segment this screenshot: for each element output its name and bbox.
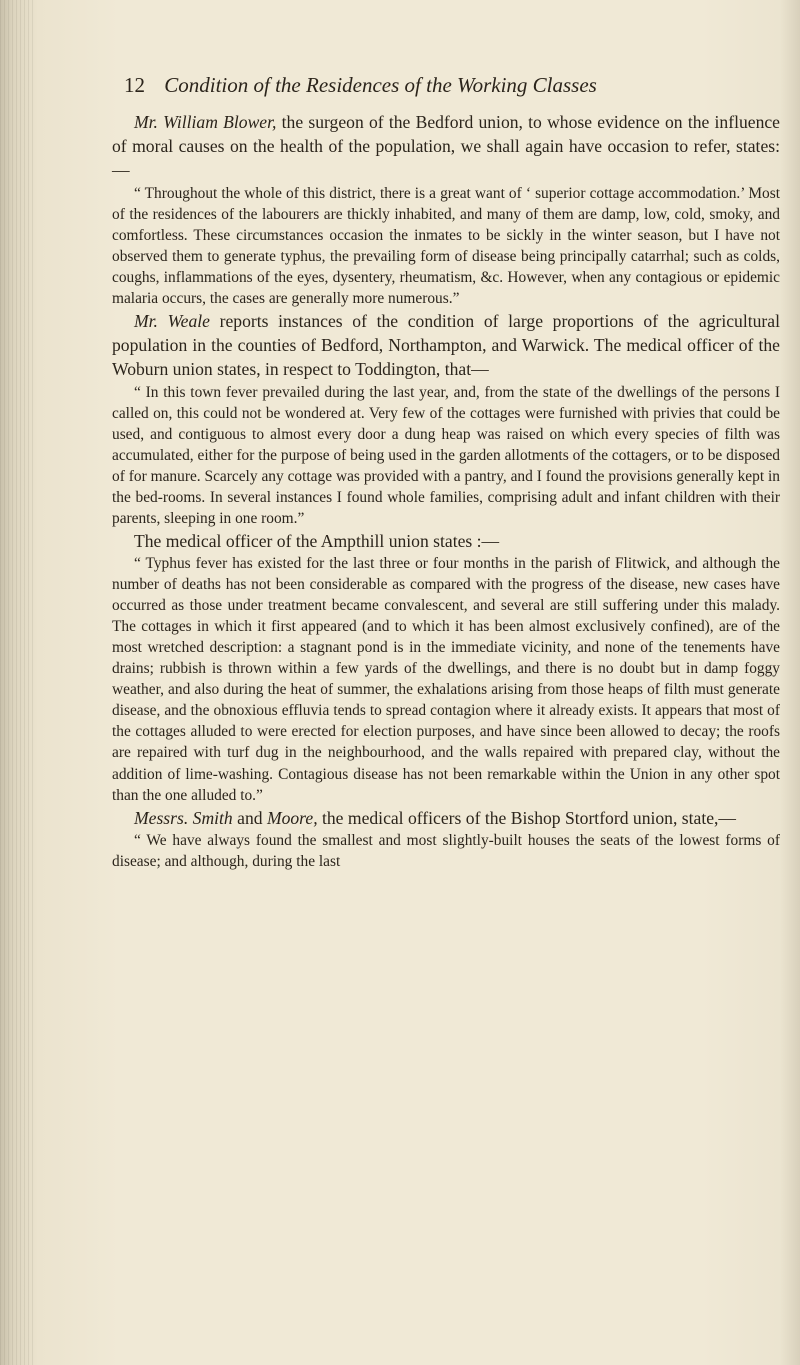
paragraph-weale (112, 309, 780, 382)
witness-name: Moore, (266, 807, 318, 828)
running-title: Condition of the Residences of the Working Classes (164, 73, 597, 97)
quote-bedford-district: “ Throughout the whole of this district, there is a great want of ‘ superior cottage accommodation.’ Most of the residences of the labourers are thickly inhabited, and many of them are damp, low, cold, smoky, and comfortless. These circumstances occasion the inmates to be sickly in the winter season, but I have not observed them to generate typhus, the prevailing form of disease being principally catarrhal; such as colds, coughs, inflammations of the eyes, dysentery, rheumatism, &c. However, when any contagious or epidemic malaria occurs, the cases are generally more numerous.” (112, 184, 780, 307)
book-binding-edge (0, 0, 36, 1365)
running-header (124, 72, 764, 98)
page-body (112, 110, 780, 872)
witness-name: Messrs. Smith (134, 807, 233, 828)
paragraph-text: the surgeon of the Bedford union, to whose evidence on the influence of moral causes on the health of the population, we shall again have occasion to refer, states:— (112, 112, 780, 181)
paragraph-text: and (232, 807, 267, 828)
paragraph-smith-moore (112, 806, 780, 830)
quote-flitwick: “ Typhus fever has existed for the last three or four months in the parish of Flitwick, and although the number of deaths has not been considerable as compared with the progress of the disease, new cases have occurred as those under treatment became convalescent, and several are still suffering under this malady. The cottages in which it first appeared (and to which it has been almost exclusively confined), are of the most wretched description: a stagnant pond is in the immediate vicinity, and none of the tenements have drains; rubbish is thrown within a few yards of the dwellings, and there is no doubt but in damp foggy weather, and also during the heat of summer, the exhalations arising from those heaps of filth must generate disease, and the obnoxious effluvia tends to spread contagion where it already exists. It appears that most of the cottages alluded to were erected for election purposes, and have since been allowed to decay; the roofs are repaired with turf dug in the neighbourhood, and the walls repaired with prepared clay, without the addition of lime-washing. Contagious disease has not been remarkable within the Union in any other spot than the one alluded to.” (112, 555, 780, 804)
quote-bishop-stortford: “ We have always found the smallest and most slightly-built houses the seats of the lowest forms of disease; and although, during the last (112, 831, 780, 870)
page-number: 12 (124, 73, 145, 97)
quote-toddington: “ In this town fever prevailed during the last year, and, from the state of the dwellings of the persons I called on, this could not be wondered at. Very few of the cottages were furnished with privies that could be used, and contiguous to almost every door a dung heap was raised on which every species of filth was accumulated, either for the purpose of being used in the garden allotments of the cottagers, or to be disposed of for manure. Scarcely any cottage was provided with a pantry, and I found the provisions generally kept in the bed-rooms. In several instances I found whole families, comprising adult and infant children with their parents, sleeping in one room.” (112, 383, 780, 527)
witness-name: Mr. Weale (134, 310, 210, 331)
witness-name: Mr. William Blower, (134, 112, 277, 132)
paragraph-text: reports instances of the condition of large proportions of the agricultural population in the counties of Bedford, Northampton, and Warwick. The medical officer of the Woburn union states, in respect to Toddington, that— (112, 310, 780, 380)
paragraph-ampthill: The medical officer of the Ampthill union states :— (134, 530, 500, 551)
paragraph-william-blower (112, 110, 780, 183)
paragraph-text: the medical officers of the Bishop Stortford union, state,— (317, 807, 737, 828)
